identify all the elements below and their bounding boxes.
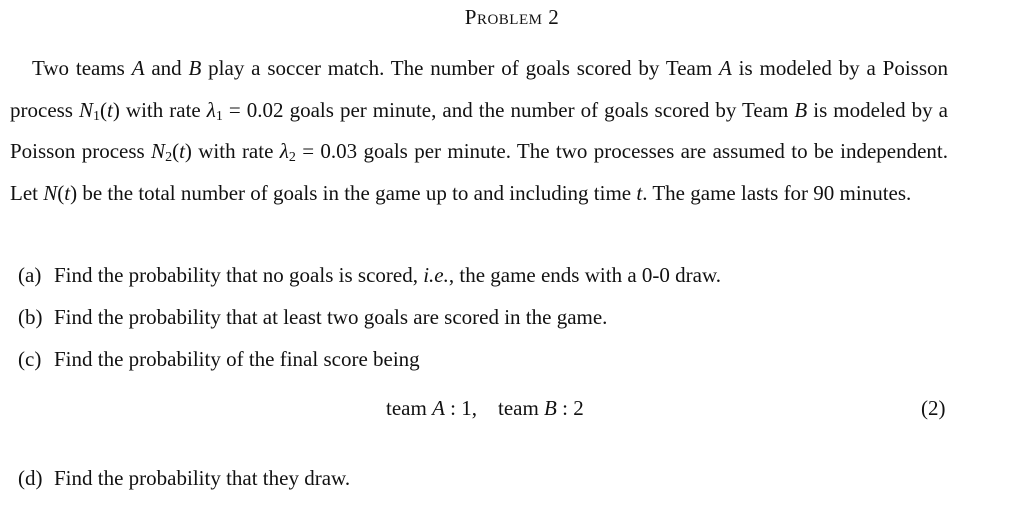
part-label: (a) — [18, 263, 42, 287]
total-process-n: N(t) — [43, 180, 78, 205]
rate-lambda1: $\lambda_1$ — [206, 97, 223, 124]
process-n1: $N_1(t)$ — [79, 97, 120, 124]
part-d: (d) Find the probability that they draw. — [18, 466, 351, 490]
part-a: (a) Find the probability that no goals is scored, i.e., the game ends with a 0-0 draw. — [18, 263, 721, 287]
part-label: (b) — [18, 305, 43, 329]
rate-lambda2: $\lambda_2$ — [279, 139, 296, 165]
part-c: (c) Find the probability of the final score being — [18, 347, 420, 371]
problem-statement: Two teams A and B play a soccer match. The number of goals scored by Team A is modeled by a Poisson process $N_1(t)$ with rate $\lambda_1 = 0.02$ goals per minute, and the number of goals scored by Team B is modeled by a Poisson process $N_2(t)$ with rate $\lambda_2 = 0.03$ goals per minute. The two processes are assumed to be independent. Let N(t) be the total number of goals in the game up to and including time t. The game lasts for 90 minutes. — [10, 56, 949, 205]
team-b-symbol: B — [188, 56, 202, 80]
team-a-symbol: A — [131, 56, 145, 80]
equation-number: (2) — [921, 396, 946, 420]
problem-title: Problem 2 — [464, 5, 560, 29]
part-label: (d) — [18, 466, 43, 490]
part-label: (c) — [18, 347, 42, 371]
process-n2: $N_2(t)$ — [151, 139, 192, 165]
equation-body: team A : 1, team B : 2 — [386, 396, 584, 420]
part-b: (b) Find the probability that at least two goals are scored in the game. — [18, 305, 608, 329]
